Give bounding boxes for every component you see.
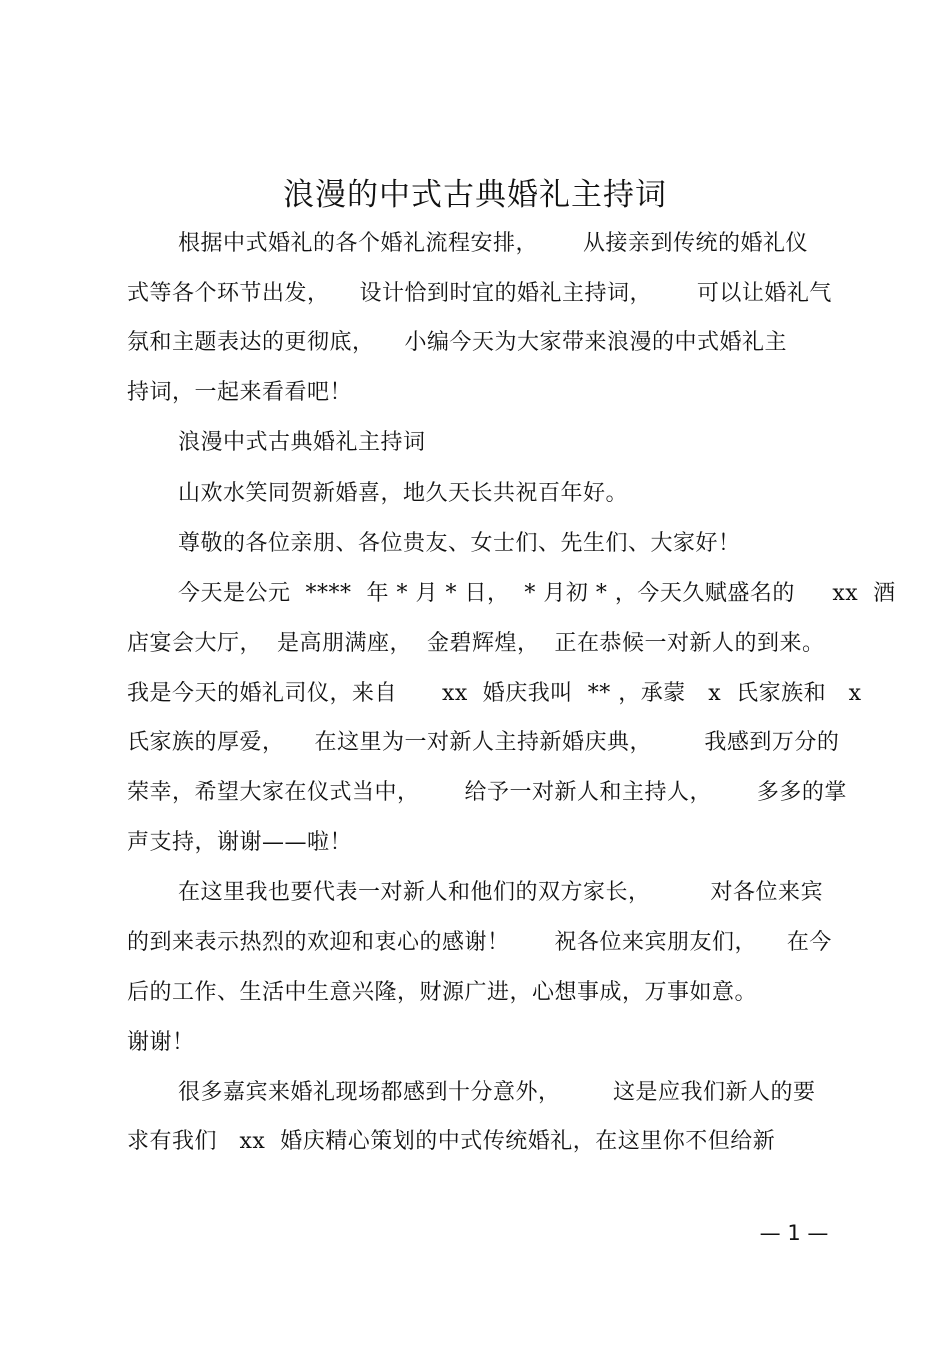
- text-line: 声支持，谢谢——啦！: [127, 830, 353, 855]
- text-line: 荣幸，希望大家在仪式当中， 给予一对新人和主持人， 多多的掌: [127, 780, 847, 805]
- text-line: 浪漫中式古典婚礼主持词: [178, 430, 426, 455]
- text-line: 今天是公元 **** 年 * 月 * 日， * 月初 * ，今天久赋盛名的 xx 酒: [178, 581, 896, 606]
- text-line: 式等各个环节出发， 设计恰到时宜的婚礼主持词， 可以让婚礼气: [127, 281, 832, 306]
- text-line: 尊敬的各位亲朋、各位贵友、女士们、先生们、大家好！: [178, 531, 741, 556]
- text-line: 氛和主题表达的更彻底， 小编今天为大家带来浪漫的中式婚礼主: [127, 330, 787, 355]
- text-line: 店宴会大厅， 是高朋满座， 金碧辉煌， 正在恭候一对新人的到来。: [127, 631, 825, 656]
- text-line: 氏家族的厚爱， 在这里为一对新人主持新婚庆典， 我感到万分的: [127, 730, 840, 755]
- document-title: 浪漫的中式古典婚礼主持词: [283, 177, 667, 213]
- text-line: 求有我们 xx 婚庆精心策划的中式传统婚礼，在这里你不但给新: [127, 1129, 776, 1154]
- text-line: 谢谢！: [127, 1030, 195, 1055]
- text-line: 山欢水笑同贺新婚喜，地久天长共祝百年好。: [178, 481, 629, 506]
- text-line: 在这里我也要代表一对新人和他们的双方家长， 对各位来宾: [178, 880, 823, 905]
- text-line: 的到来表示热烈的欢迎和衷心的感谢！ 祝各位来宾朋友们， 在今: [127, 930, 832, 955]
- text-line: 我是今天的婚礼司仪，来自 xx 婚庆我叫 ** ，承蒙 x 氏家族和 x: [127, 681, 862, 706]
- text-line: 根据中式婚礼的各个婚礼流程安排， 从接亲到传统的婚礼仪: [178, 231, 808, 256]
- text-line: 很多嘉宾来婚礼现场都感到十分意外， 这是应我们新人的要: [178, 1080, 816, 1105]
- page-number: — 1 —: [759, 1221, 829, 1245]
- text-line: 后的工作、生活中生意兴隆，财源广进，心想事成，万事如意。: [127, 980, 758, 1005]
- text-line: 持词，一起来看看吧！: [127, 380, 353, 405]
